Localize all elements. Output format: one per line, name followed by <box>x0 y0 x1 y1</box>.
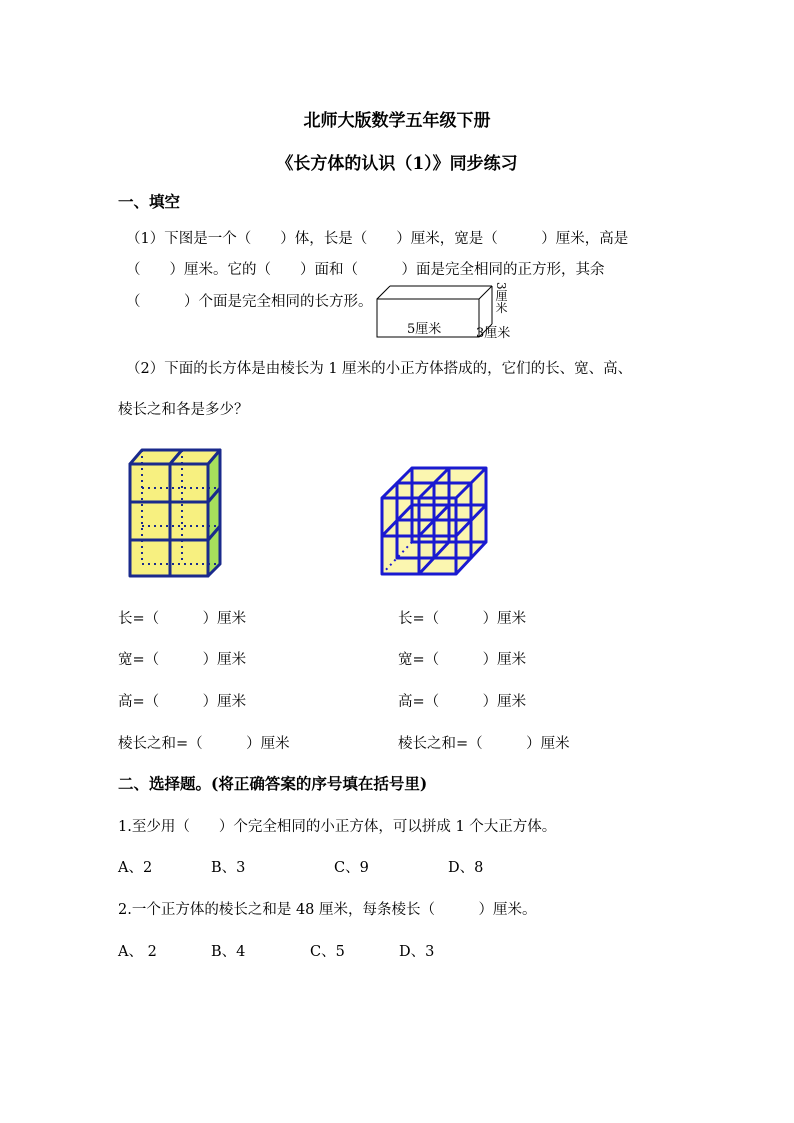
choice-q2-text: 2.一个正方体的棱长之和是 48 厘米，每条棱长（ ）厘米。 <box>118 902 537 918</box>
right-length-answer: 长=（ ）厘米 <box>398 611 527 627</box>
choice-q1-option-c: C、9 <box>334 860 369 876</box>
q2-line2: 棱长之和各是多少？ <box>118 402 249 418</box>
left-length-answer: 长=（ ）厘米 <box>118 611 247 627</box>
choice-q2-option-d: D、3 <box>399 944 435 960</box>
choice-q1-option-d: D、8 <box>448 860 484 876</box>
cuboid-length-label: 5厘米 <box>407 322 442 337</box>
choice-q2-option-c: C、5 <box>310 944 345 960</box>
section1-heading: 一、填空 <box>118 192 181 211</box>
choice-q1-option-a: A、2 <box>118 860 153 876</box>
section2-heading: 二、选择题。(将正确答案的序号填在括号里) <box>118 774 428 793</box>
cuboid-width-label: 3厘米 <box>476 326 511 341</box>
choice-q2-option-a: A、 2 <box>118 944 157 960</box>
page-subtitle: 《长方体的认识（1）》同步练习 <box>276 154 518 174</box>
choice-q1-text: 1.至少用（ ）个完全相同的小正方体，可以拼成 1 个大正方体。 <box>118 819 557 835</box>
right-edge-sum-answer: 棱长之和=（ ）厘米 <box>398 736 570 752</box>
choice-q2-option-b: B、4 <box>211 944 246 960</box>
left-height-answer: 高=（ ）厘米 <box>118 694 247 710</box>
right-height-answer: 高=（ ）厘米 <box>398 694 527 710</box>
right-width-answer: 宽=（ ）厘米 <box>398 652 527 668</box>
left-width-answer: 宽=（ ）厘米 <box>118 652 247 668</box>
q2-line1: （2）下面的长方体是由棱长为 1 厘米的小正方体搭成的，它们的长、宽、高、 <box>126 361 633 377</box>
cuboid-height-label: 3厘米 <box>494 282 508 314</box>
right-cube-figure <box>378 464 498 604</box>
left-edge-sum-answer: 棱长之和=（ ）厘米 <box>118 736 290 752</box>
q1-line1: （1）下图是一个（ ）体，长是（ ）厘米，宽是（ ）厘米，高是 <box>126 231 629 247</box>
q1-line2: （ ）厘米。它的（ ）面和（ ）面是完全相同的正方形，其余 <box>126 262 605 278</box>
choice-q1-option-b: B、3 <box>211 860 246 876</box>
q1-line3: （ ）个面是完全相同的长方形。 <box>126 294 373 310</box>
page-title: 北师大版数学五年级下册 <box>303 111 491 131</box>
left-cube-stack-figure <box>126 446 236 581</box>
